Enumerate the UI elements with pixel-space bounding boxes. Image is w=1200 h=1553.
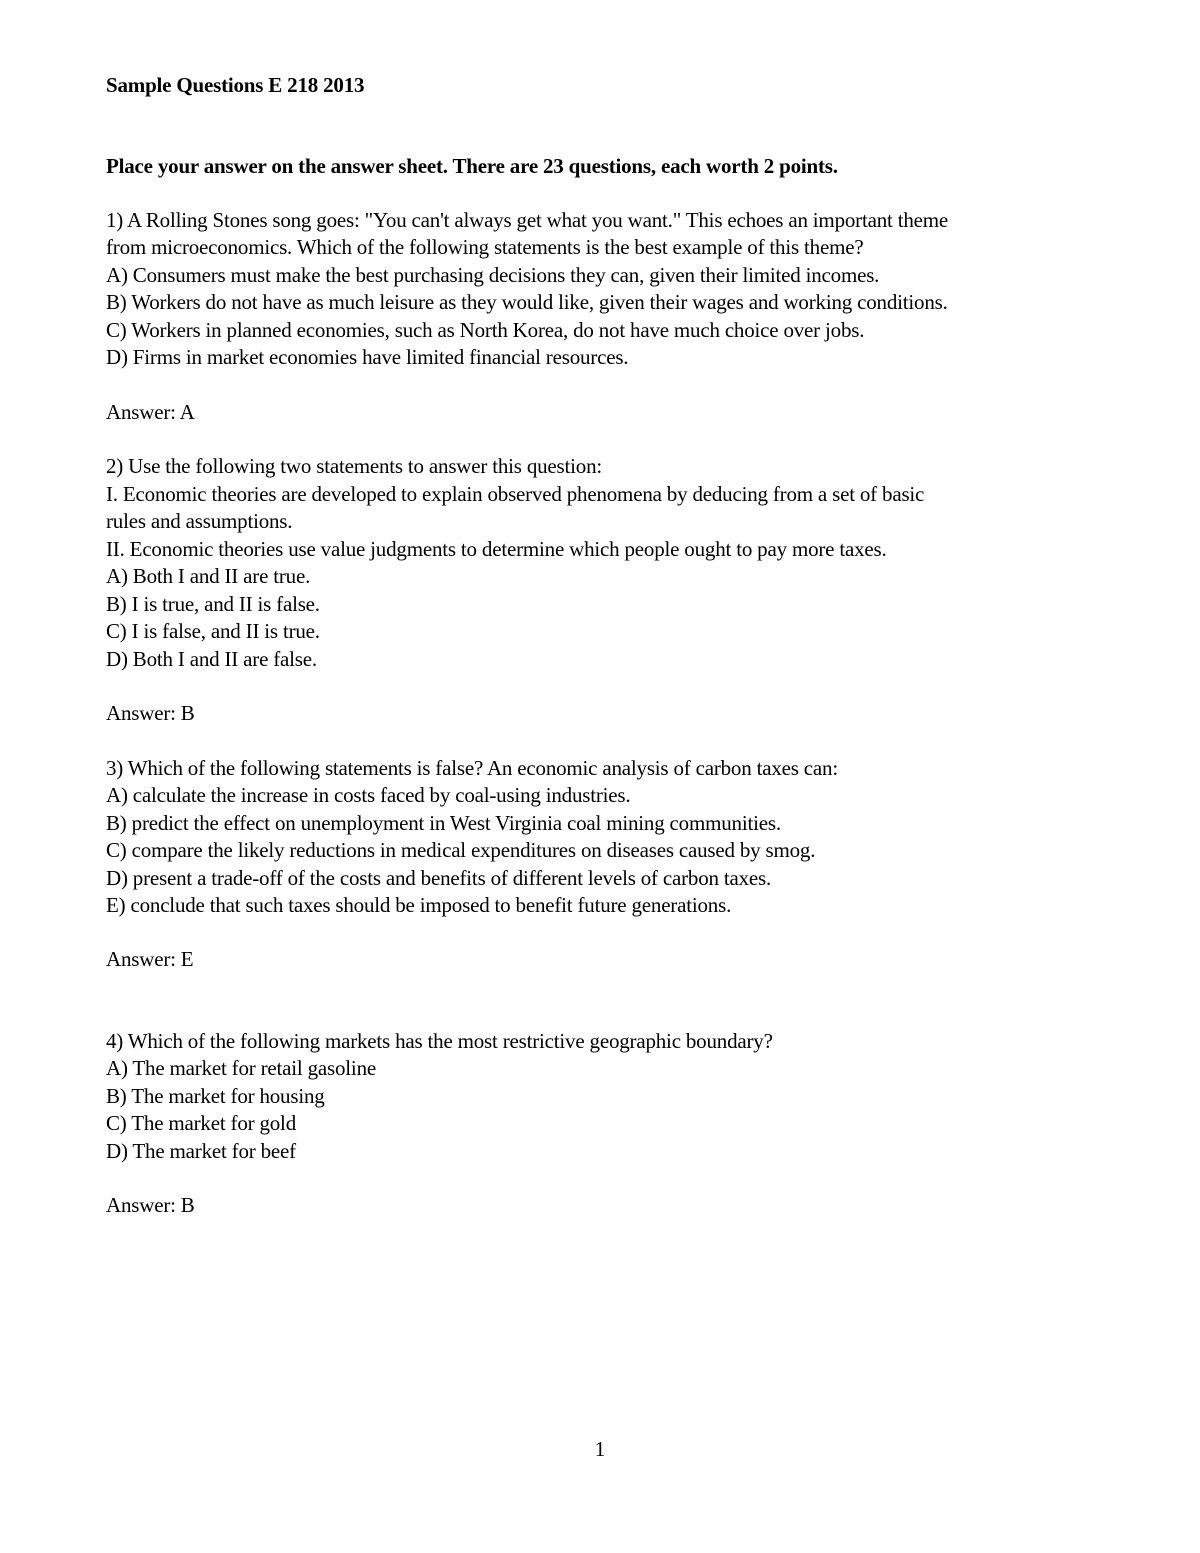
question-stem-line: 3) Which of the following statements is false? An economic analysis of carbon taxes can: (106, 756, 838, 780)
question-stem-line: rules and assumptions. (106, 509, 293, 533)
answer-key: Answer: B (106, 701, 195, 725)
answer-option: D) present a trade-off of the costs and benefits of different levels of carbon taxes. (106, 866, 772, 890)
answer-option: A) Both I and II are true. (106, 564, 311, 588)
answer-option: D) Firms in market economies have limited financial resources. (106, 345, 629, 369)
answer-option: A) Consumers must make the best purchasing decisions they can, given their limited incomes. (106, 263, 880, 287)
answer-option: B) The market for housing (106, 1084, 325, 1108)
answer-key: Answer: A (106, 400, 195, 424)
question-stem-line: 2) Use the following two statements to answer this question: (106, 454, 603, 478)
question-stem-line: from microeconomics. Which of the following statements is the best example of this theme? (106, 235, 864, 259)
answer-option: D) The market for beef (106, 1139, 296, 1163)
answer-option: D) Both I and II are false. (106, 647, 317, 671)
answer-option: C) I is false, and II is true. (106, 619, 320, 643)
instructions: Place your answer on the answer sheet. There are 23 questions, each worth 2 points. (106, 154, 838, 178)
answer-option: C) The market for gold (106, 1111, 296, 1135)
answer-option: B) I is true, and II is false. (106, 592, 320, 616)
question-stem-line: II. Economic theories use value judgments to determine which people ought to pay more taxes. (106, 537, 887, 561)
answer-key: Answer: B (106, 1193, 195, 1217)
page-number: 1 (594, 1437, 606, 1461)
answer-key: Answer: E (106, 947, 194, 971)
answer-option: C) Workers in planned economies, such as North Korea, do not have much choice over jobs. (106, 318, 865, 342)
document-title: Sample Questions E 218 2013 (106, 73, 365, 97)
question-stem-line: 4) Which of the following markets has the most restrictive geographic boundary? (106, 1029, 773, 1053)
answer-option: B) Workers do not have as much leisure as they would like, given their wages and working conditions. (106, 290, 948, 314)
answer-option: E) conclude that such taxes should be imposed to benefit future generations. (106, 893, 732, 917)
question-stem-line: I. Economic theories are developed to explain observed phenomena by deducing from a set of basic (106, 482, 925, 506)
answer-option: A) The market for retail gasoline (106, 1056, 376, 1080)
question-stem-line: 1) A Rolling Stones song goes: "You can't always get what you want." This echoes an important theme (106, 208, 949, 232)
answer-option: C) compare the likely reductions in medical expenditures on diseases caused by smog. (106, 838, 816, 862)
answer-option: A) calculate the increase in costs faced by coal-using industries. (106, 783, 631, 807)
answer-option: B) predict the effect on unemployment in West Virginia coal mining communities. (106, 811, 781, 835)
